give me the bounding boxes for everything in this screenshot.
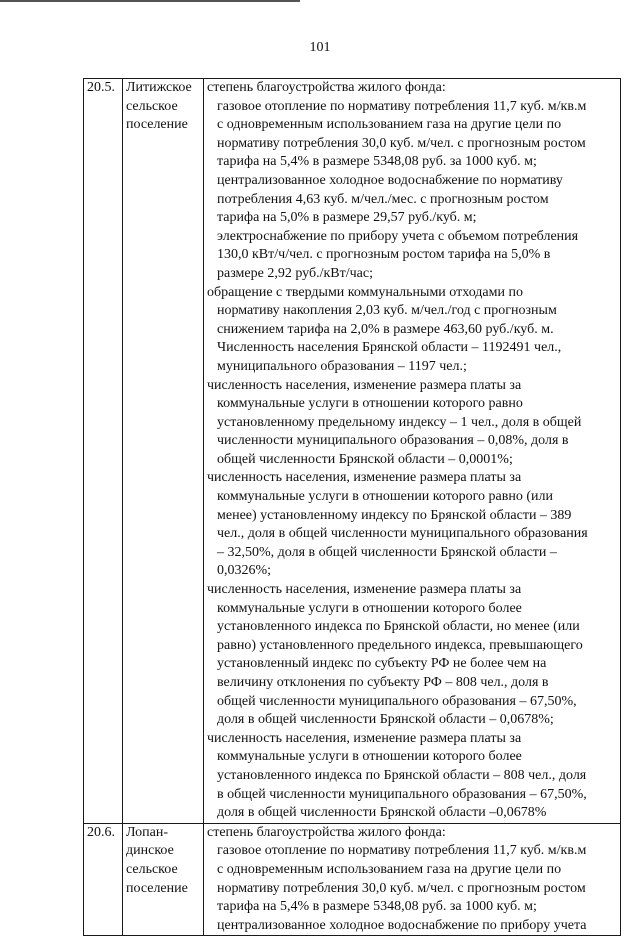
description-line: общей численности Брянской области – 0,0001%;: [217, 451, 513, 467]
document-table: [83, 78, 621, 936]
description-line: степень благоустройства жилого фонда:: [207, 80, 446, 95]
description-line: величину отклонения по субъекту РФ – 808 чел., доля в: [217, 675, 549, 690]
description-line: коммунальные услуги в отношении которого равно: [217, 396, 523, 412]
description-line: коммунальные услуги в отношении которого равно (или: [217, 489, 553, 505]
description-line: численности муниципального образования – 0,08%, доля в: [217, 433, 569, 449]
settlement-name-line: поселение: [126, 117, 188, 133]
description-line: коммунальные услуги в отношении которого более: [217, 749, 522, 765]
description-line: нормативу накопления 2,03 куб. м/чел./год с прогнозным: [217, 303, 557, 319]
description-line: газовое отопление по нормативу потребления 11,7 куб. м/кв.м: [217, 843, 587, 859]
row-number: 20.5.: [84, 79, 123, 824]
description-line: обращение с твердыми коммунальными отходами по: [207, 284, 523, 300]
description-line: доля в общей численности Брянской области –0,0678%: [217, 805, 547, 821]
description-line: тарифа на 5,4% в размере 5348,08 руб. за 1000 куб. м;: [217, 154, 537, 170]
top-border-line: [0, 0, 300, 2]
description-line: менее) установленному индексу по Брянской области – 389: [217, 507, 572, 523]
settlement-name-cell: [123, 79, 204, 824]
table-body: [84, 79, 621, 936]
description-line: 130,0 кВт/ч/чел. с прогнозным ростом тарифа на 5,0% в: [217, 247, 551, 263]
page-number: 101: [309, 40, 331, 55]
description-line: установленного индекса по Брянской области, но менее (или: [217, 619, 580, 635]
description-line: тарифа на 5,4% в размере 5348,08 руб. за 1000 куб. м;: [217, 899, 537, 915]
table-row: [84, 823, 621, 936]
description-line: – 32,50%, доля в общей численности Брянской области –: [217, 544, 557, 560]
description-line: коммунальные услуги в отношении которого более: [217, 600, 522, 616]
description-cell: [204, 79, 621, 824]
description-line: электроснабжение по прибору учета с объемом потребления: [217, 228, 579, 244]
description-line: размере 2,92 руб./кВт/час;: [217, 265, 373, 281]
description-line: численность населения, изменение размера платы за: [207, 730, 522, 746]
description-line: установленный индекс по субъекту РФ не более чем на: [217, 656, 547, 672]
description-line: установленного индекса по Брянской области – 808 чел., доля: [217, 767, 587, 783]
description-line: снижением тарифа на 2,0% в размере 463,60 руб./куб. м.: [217, 321, 554, 337]
description-line: в общей численности муниципального образования – 67,50%,: [217, 786, 587, 802]
settlement-name-line: Лопан-: [126, 824, 169, 840]
settlement-name-line: поселение: [126, 880, 188, 896]
settlement-name-line: динское: [126, 843, 174, 859]
description-line: тарифа на 5,0% в размере 29,57 руб./куб. м;: [217, 210, 477, 226]
description-line: централизованное холодное водоснабжение по нормативу: [217, 172, 563, 188]
table-row: [84, 79, 621, 824]
settlement-name-line: Литижское: [126, 80, 192, 95]
description-line: чел., доля в общей численности муниципального образования: [217, 526, 588, 542]
description-line: централизованное холодное водоснабжение по прибору учета: [217, 917, 587, 933]
description-line: общей численности муниципального образования – 67,50%,: [217, 693, 577, 709]
description-line: нормативу потребления 30,0 куб. м/чел. с прогнозным ростом: [217, 880, 586, 896]
settlement-name-line: сельское: [126, 98, 178, 114]
description-line: нормативу потребления 30,0 куб. м/чел. с прогнозным ростом: [217, 135, 586, 151]
row-number: 20.6.: [84, 823, 123, 936]
description-line: с одновременным использованием газа на другие цели по: [217, 861, 562, 877]
description-line: установленному предельному индексу – 1 чел., доля в общей: [217, 414, 582, 430]
description-line: газовое отопление по нормативу потребления 11,7 куб. м/кв.м: [217, 98, 587, 114]
description-line: муниципального образования – 1197 чел.;: [217, 358, 467, 374]
description-line: численность населения, изменение размера платы за: [207, 377, 522, 393]
description-line: степень благоустройства жилого фонда:: [207, 824, 446, 840]
description-line: потребления 4,63 куб. м/чел./мес. с прогнозным ростом: [217, 191, 549, 207]
settlement-name-cell: [123, 823, 204, 936]
settlement-name-line: сельское: [126, 861, 178, 877]
description-line: с одновременным использованием газа на другие цели по: [217, 117, 562, 133]
description-line: доля в общей численности Брянской области – 0,0678%;: [217, 712, 554, 728]
description-cell: [204, 823, 621, 936]
description-line: равно) установленного предельного индекса, превышающего: [217, 637, 583, 653]
description-line: численность населения, изменение размера платы за: [207, 470, 522, 486]
description-line: Численность населения Брянской области – 1192491 чел.,: [217, 340, 562, 356]
description-line: 0,0326%;: [217, 563, 272, 579]
description-line: численность населения, изменение размера платы за: [207, 582, 522, 598]
